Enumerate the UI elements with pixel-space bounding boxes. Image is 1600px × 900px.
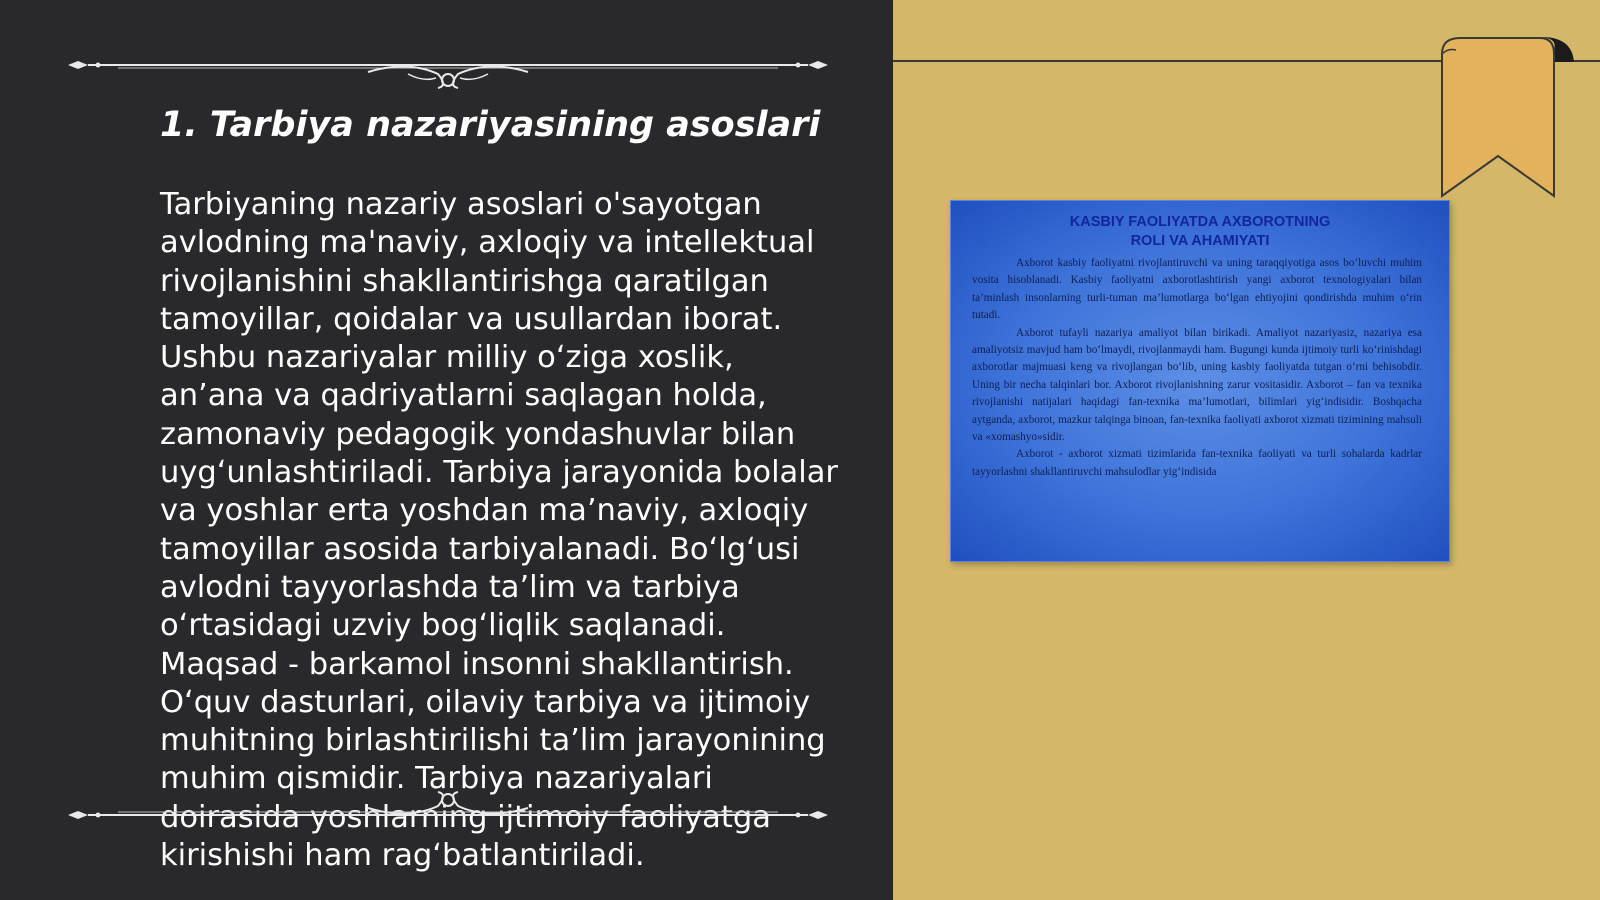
bookmark-icon [1434,36,1574,202]
document-title-line-2: ROLI VA AHAMIYATI [1130,233,1270,249]
slide-body-text: Tarbiyaning nazariy asoslari o'sayotgan avlodning ma'naviy, axloqiy va intellektual rivojlanishini shakllantirishga qaratilgan tamoyillar, qoidalar va usullardan iborat. Ushbu nazariyalar milliy o‘ziga xoslik, an’ana va qadriyatlarni saqlagan holda, zamonaviy pedagogik yondashuvlar bilan uyg‘unlashtiriladi. Tarbiya jarayonida bolalar va yoshlar erta yoshdan ma’naviy, axloqiy tamoyillar asosida tarbiyalanadi. Bo‘lg‘usi avlodni tayyorlashda ta’lim va tarbiya o‘rtasidagi uzviy bog‘liqlik saqlanadi. Maqsad - barkamol insonni shakllantirish. O‘quv dasturlari, oilaviy tarbiya va ijtimoiy muhitning birlashtirilishi ta’lim jarayonining muhim qismidir. Tarbiya nazariyalari doirasida yoshlarning ijtimoiy faoliyatga kirishishi ham rag‘batlantiriladi. [160,187,838,874]
decorative-divider-bottom [68,790,828,830]
document-title [970,213,1430,251]
document-scan-image [950,200,1450,562]
document-paragraph: Axborot tufayli nazariya amaliyot bilan birikadi. Amaliyot nazariyasiz, nazariya esa amaliyotsiz mavjud ham bo‘lmaydi, rivojlanmaydi ham. Bugungi kunda ijtimoiy turli ko‘rinishdagi axborotlar majmuasi keng va rivojlangan bo‘lib, uning kasbiy faoliyatda tutgan o‘rni behisobdir. Uning bir necha talqinlari bor. Axborot rivojlanishning zarur vositasidir. Axborot – fan va texnika rivojlanishi natijalari haqidagi fan-texnika ma’lumotlari, bilimlari yig‘indisidir. Boshqacha aytganda, axborot, mazkur talqinga binoan, fan-texnika faoliyati axborot xizmati tizimining mahsuli va «xomashyo»sidir. [972,326,1422,444]
slide-title: 1. Tarbiya nazariyasining asoslari [160,105,821,145]
document-paragraph: Axborot - axborot xizmati tizimlarida fan-texnika faoliyati va turli sohalarda kadrlar tayyorlashni shakllantiruvchi mahsulodlar yig‘indisida [972,448,1422,478]
decorative-divider-top [68,50,828,90]
document-paragraph: Axborot kasbiy faoliyatni rivojlantiruvchi va uning taraqqiyotiga asos bo‘luvchi muhim vosita hisoblanadi. Kasbiy faoliyatni axborotlashtirish yangi axborot texnologiyalari bilan ta’minlash insonlarning turli-tuman ma’lumotlarga bo‘lgan ehtiyojini qondirishda muhim o‘rin tutadi. [972,257,1422,322]
document-title-line-1: KASBIY FAOLIYATDA AXBOROTNING [1069,214,1331,230]
